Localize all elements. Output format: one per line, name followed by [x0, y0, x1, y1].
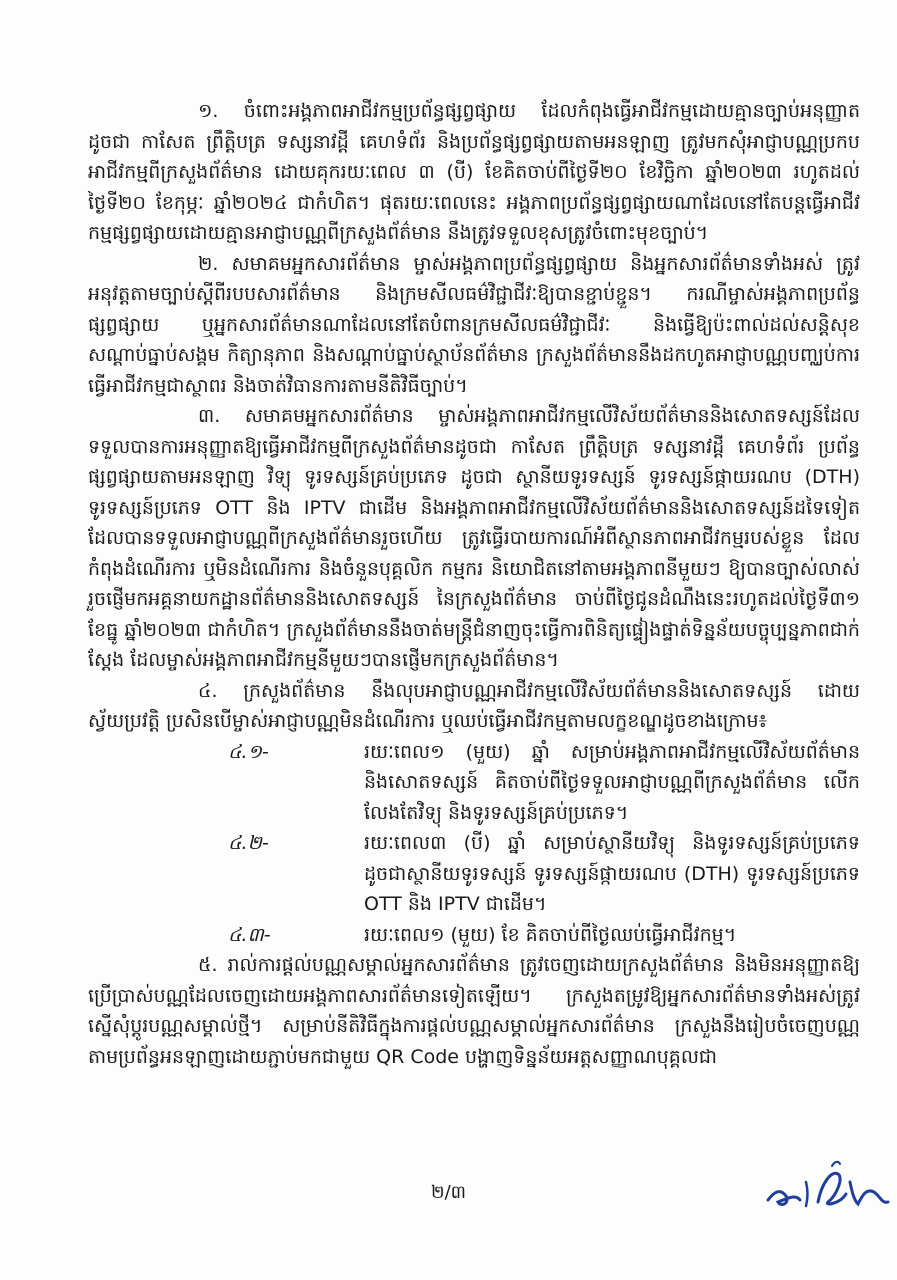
paragraph-5 [88, 950, 860, 1072]
paragraph-text: ចំពោះអង្គភាពអាជីវកម្មប្រព័ន្ធផ្សព្វផ្សាយ ដែលកំពុងធ្វើអាជីវកម្មដោយគ្មានច្បាប់អនុញ្ញាត ដូចជា កាសែត ព្រឹត្តិបត្រ ទស្សនាវដ្ដី គេហទំព័រ និងប្រព័ន្ធផ្សព្វផ្សាយតាមអនឡាញ ត្រូវមកសុំអាជ្ញាបណ្ណប្រកបអាជីវកម្មពីក្រសួងព័ត៌មាន ដោយគុករយៈពេល ៣ (បី) ខែគិតចាប់ពីថ្ងៃទី២០ ខែវិច្ឆិកា ឆ្នាំ២០២៣ រហូតដល់ថ្ងៃទី២០ ខែកុម្ភៈ ឆ្នាំ២០២៤ ជាកំហិត។ ផុតរយៈពេលនេះ អង្គភាពប្រព័ន្ធផ្សព្វផ្សាយណាដែលនៅតែបន្តធ្វើអាជីវកម្មផ្សព្វផ្សាយដោយគ្មានអាជ្ញាបណ្ណពីក្រសួងព័ត៌មាន នឹងត្រូវទទួលខុសត្រូវចំពោះមុខច្បាប់។ [88, 100, 860, 244]
paragraph-number: ១. [198, 100, 219, 122]
paragraph-text: ក្រសួងព័ត៌មាន នឹងលុបអាជ្ញាបណ្ណអាជីវកម្មលើវិស័យព័ត៌មាននិងសោតទស្សន៍ ដោយស្វ័យប្រវត្តិ ប្រសិនបើម្ចាស់អាជ្ញាបណ្ណមិនដំណើរការ ឬឈប់ធ្វើអាជីវកម្មតាមលក្ខខណ្ឌដូចខាងក្រោម៖ [88, 679, 860, 732]
paragraph-1 [88, 96, 860, 249]
paragraph-text: សមាគមអ្នកសារព័ត៌មាន ម្ចាស់អង្គភាពអាជីវកម្មលើវិស័យព័ត៌មាននិងសោតទស្សន៍ដែលទទួលបានការអនុញ្ញាតឱ្យធ្វើអាជីវកម្មពីក្រសួងព័ត៌មានដូចជា កាសែត ព្រឹត្តិបត្រ ទស្សនាវដ្ដី គេហទំព័រ ប្រព័ន្ធផ្សព្វផ្សាយតាមអនឡាញ វិទ្យុ ទូរទស្សន៍គ្រប់ប្រភេទ ដូចជា ស្ថានីយទូរទស្សន៍ ទូរទស្សន៍ផ្កាយរណប (DTH) ទូរទស្សន៍ប្រភេទ OTT និង IPTV ជាដើម និងអង្គភាពអាជីវកម្មលើវិស័យព័ត៌មាននិងសោតទស្សន៍ដទៃទៀត ដែលបានទទួលអាជ្ញាបណ្ណពីក្រសួងព័ត៌មានរួចហើយ ត្រូវធ្វើរបាយការណ៍អំពីស្ថានភាពអាជីវកម្មរបស់ខ្លួន ដែលកំពុងដំណើរការ ឬមិនដំណើរការ និងចំនួនបុគ្គលិក កម្មករ និយោជិតនៅតាមអង្គភាពនីមួយៗ ឱ្យបានច្បាស់លាស់ រួចផ្ញើមកអគ្គនាយកដ្ឋានព័ត៌មាននិងសោតទស្សន៍ នៃក្រសួងព័ត៌មាន ចាប់ពីថ្ងៃជូនដំណឹងនេះរហូតដល់ថ្ងៃទី៣១ ខែធ្នូ ឆ្នាំ២០២៣ ជាកំហិត។ ក្រសួងព័ត៌មាននឹងចាត់មន្ត្រីជំនាញចុះធ្វើការពិនិត្យផ្ទៀងផ្ទាត់ទិន្នន័យបច្ចុប្បន្នភាពជាក់ស្ដែង ដែលម្ចាស់អង្គភាពអាជីវកម្មនីមួយៗបានផ្ញើមកក្រសួងព័ត៌មាន។ [88, 405, 860, 671]
paragraph-number: ៥. [198, 954, 218, 976]
paragraph-3 [88, 401, 860, 676]
subitem-number: ៤.២- [228, 832, 269, 854]
document-body [88, 96, 860, 1072]
subitem-text: រយៈពេល១ (មួយ) ឆ្នាំ សម្រាប់អង្គភាពអាជីវកម្មលើវិស័យព័ត៌មាននិងសោតទស្សន៍ គិតចាប់ពីថ្ងៃទទួលអាជ្ញាបណ្ណពីក្រសួងព័ត៌មាន លើកលែងតែវិទ្យុ និងទូរទស្សន៍គ្រប់ប្រភេទ។ [364, 740, 860, 824]
paragraph-text: រាល់ការផ្ដល់បណ្ណសម្គាល់អ្នកសារព័ត៌មាន ត្រូវចេញដោយក្រសួងព័ត៌មាន និងមិនអនុញ្ញាតឱ្យប្រើប្រាស់បណ្ណដែលចេញដោយអង្គភាពសារព័ត៌មានទៀតឡើយ។ ក្រសួងតម្រូវឱ្យអ្នកសារព័ត៌មានទាំងអស់ត្រូវស្នើសុំប្តូរបណ្ណសម្គាល់ថ្មី។ សម្រាប់នីតិវិធីក្នុងការផ្ដល់បណ្ណសម្គាល់អ្នកសារព័ត៌មាន ក្រសួងនឹងរៀបចំចេញបណ្ណតាមប្រព័ន្ធអនឡាញដោយភ្ជាប់មកជាមួយ QR Code បង្ហាញទិន្នន័យអត្តសញ្ញាណបុគ្គលជា [88, 954, 860, 1068]
paragraph-number: ២. [198, 252, 219, 275]
paragraph-number: ៤. [198, 679, 218, 702]
subitem-text: រយៈពេល១ (មួយ) ខែ គិតចាប់ពីថ្ងៃឈប់ធ្វើអាជីវកម្ម។ [364, 923, 737, 946]
signature-icon [762, 1152, 892, 1222]
page-number: ២/៣ [430, 1182, 467, 1203]
subitem-text: រយៈពេល៣ (បី) ឆ្នាំ សម្រាប់ស្ថានីយវិទ្យុ និងទូរទស្សន៍គ្រប់ប្រភេទ ដូចជាស្ថានីយទូរទស្សន៍ ទូរទស្សន៍ផ្កាយរណប (DTH) ទូរទស្សន៍ប្រភេទ OTT និង IPTV ជាដើម។ [364, 832, 860, 915]
subitem-4-1 [88, 737, 860, 829]
paragraph-text: សមាគមអ្នកសារព័ត៌មាន ម្ចាស់អង្គភាពប្រព័ន្ធផ្សព្វផ្សាយ និងអ្នកសារព័ត៌មានទាំងអស់ ត្រូវអនុវត្តតាមច្បាប់ស្ដីពីរបបសារព័ត៌មាន និងក្រមសីលធម៌វិជ្ជាជីវៈឱ្យបានខ្ជាប់ខ្ជួន។ ករណីម្ចាស់អង្គភាពប្រព័ន្ធផ្សព្វផ្សាយ ឬអ្នកសារព័ត៌មានណាដែលនៅតែបំពានក្រមសីលធម៌វិជ្ជាជីវៈ និងធ្វើឱ្យប៉ះពាល់ដល់សន្តិសុខសណ្ដាប់ធ្នាប់សង្គម កិត្យានុភាព និងសណ្ដាប់ធ្នាប់ស្ថាប័នព័ត៌មាន ក្រសួងព័ត៌មាននឹងដកហូតអាជ្ញាបណ្ណបញ្ឈប់ការធ្វើអាជីវកម្មជាស្ថាពរ និងចាត់វិធានការតាមនីតិវិធីច្បាប់។ [88, 252, 860, 397]
paragraph-number: ៣. [198, 405, 221, 427]
subitem-number: ៤.១- [228, 740, 269, 763]
subitem-4-3 [88, 920, 860, 951]
paragraph-2 [88, 249, 860, 402]
subitem-4-2 [88, 828, 860, 920]
subitem-number: ៤.៣- [228, 923, 271, 946]
paragraph-4 [88, 676, 860, 737]
